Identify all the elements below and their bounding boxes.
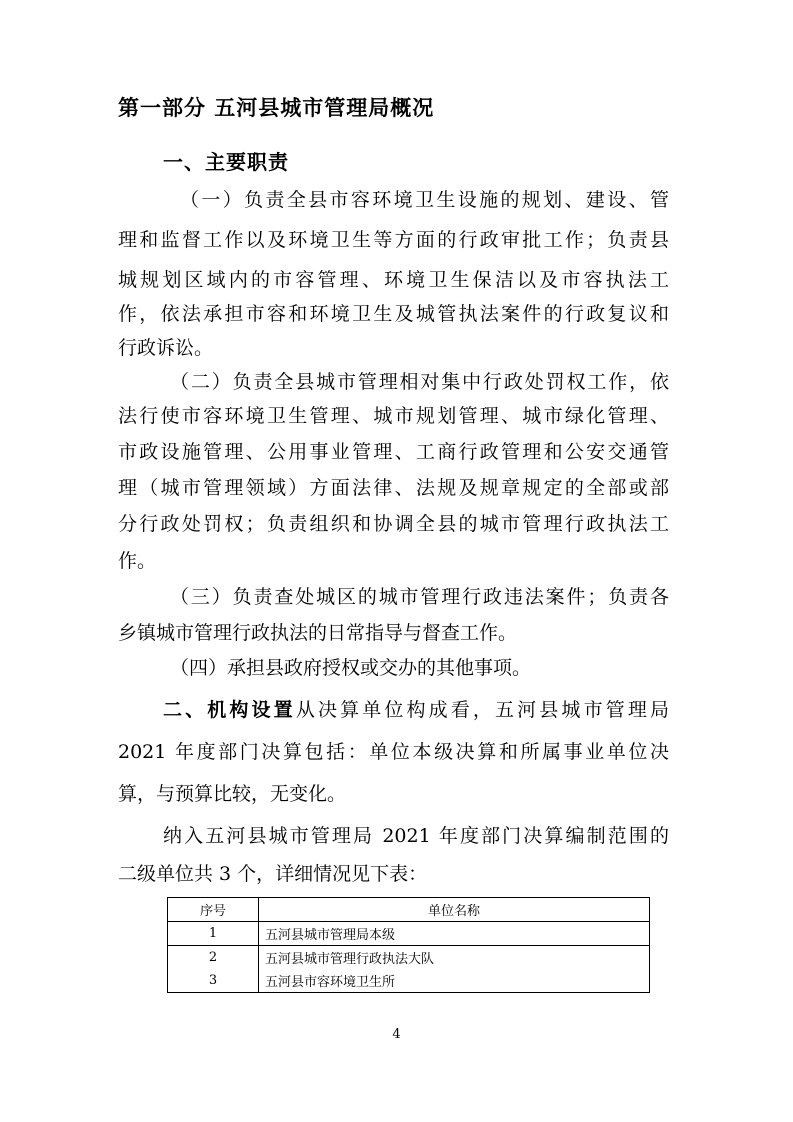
duty-1-line: 作，依法承担市容和环境卫生及城管执法案件的行政复议和 [118, 303, 669, 325]
duty-2-line: （二）负责全县城市管理相对集中行政处罚权工作，依 [170, 371, 669, 393]
org-first-line-text: 从决算单位构成看，五河县城市管理局 [295, 699, 669, 721]
org-intro-line: 纳入五河县城市管理局 2021 年度部门决算编制范围的 [163, 825, 669, 847]
duty-1-line: 城规划区域内的市容管理、环境卫生保洁以及市容执法工 [118, 269, 669, 291]
duty-3-line: 乡镇城市管理行政执法的日常指导与督查工作。 [118, 622, 518, 644]
table-header-row [168, 898, 650, 922]
section-title: 第一部分 五河县城市管理局概况 [118, 96, 435, 120]
org-line: 2021 年度部门决算包括：单位本级决算和所属事业单位决 [118, 741, 669, 763]
duty-1-line: 行政诉讼。 [118, 337, 214, 359]
org-first-line [163, 698, 669, 722]
table-row [168, 946, 650, 970]
table-header-index: 序号 [168, 898, 259, 922]
duty-4-line: （四）承担县政府授权或交办的其他事项。 [170, 657, 532, 679]
duty-1-line: 理和监督工作以及环境卫生等方面的行政审批工作；负责县 [118, 229, 669, 251]
table-cell-name: 五河县城市管理行政执法大队 [259, 946, 650, 970]
duty-1-line: （一）负责全县市容环境卫生设施的规划、建设、管 [180, 189, 669, 211]
duty-2-line: 法行使市容环境卫生管理、城市规划管理、城市绿化管理、 [118, 405, 669, 427]
table-row [168, 922, 650, 946]
table-cell-name: 五河县城市管理局本级 [259, 922, 650, 946]
table-cell-index: 3 [168, 969, 259, 993]
org-intro-line: 二级单位共 3 个，详细情况见下表： [118, 863, 428, 885]
table-row [168, 969, 650, 993]
duty-2-line: 分行政处罚权；负责组织和协调全县的城市管理行政执法工 [118, 513, 669, 535]
table-cell-index: 2 [168, 946, 259, 970]
duties-heading: 一、主要职责 [163, 150, 289, 174]
duty-2-line: 市政设施管理、公用事业管理、工商行政管理和公安交通管 [118, 441, 669, 463]
table-header-name: 单位名称 [259, 898, 650, 922]
page-number: 4 [392, 1027, 401, 1042]
duty-2-line: 理（城市管理领域）方面法律、法规及规章规定的全部或部 [118, 477, 669, 499]
table-cell-index: 1 [168, 922, 259, 946]
units-table [167, 897, 650, 993]
duty-3-line: （三）负责查处城区的城市管理行政违法案件；负责各 [170, 586, 669, 608]
org-line: 算，与预算比较，无变化。 [118, 783, 347, 805]
org-heading: 二、机构设置 [163, 699, 296, 721]
table-cell-name: 五河县市容环境卫生所 [259, 969, 650, 993]
duty-2-line: 作。 [118, 550, 157, 572]
